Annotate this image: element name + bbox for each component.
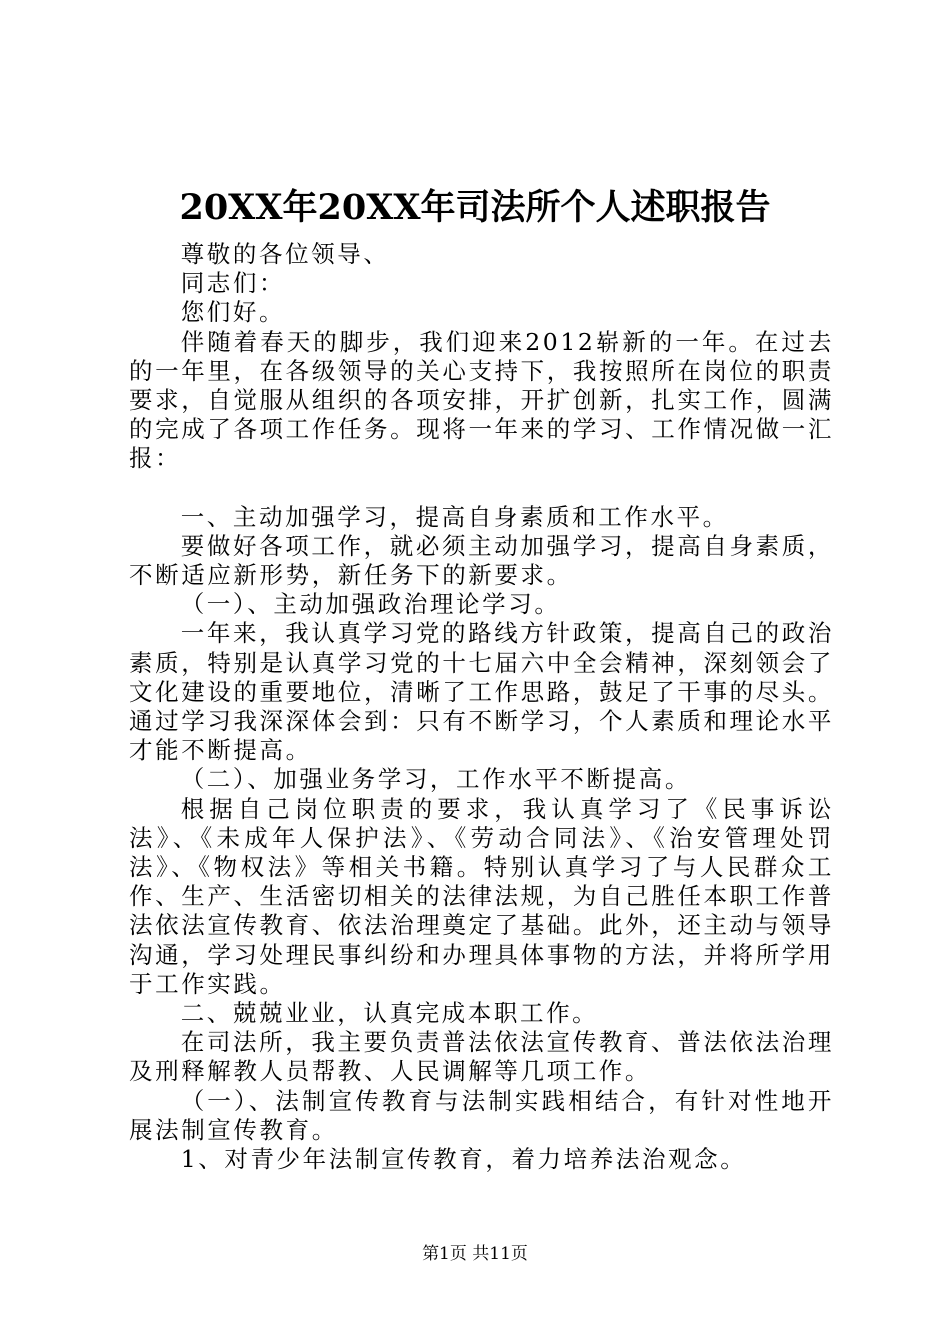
document-body <box>129 240 834 1174</box>
list-item: 1、对青少年法制宣传教育，着力培养法治观念。 <box>180 1145 747 1174</box>
intro-paragraph: 伴随着春天的脚步，我们迎来2012崭新的一年。在过去的一年里，在各级领导的关心支持下，我按照所在岗位的职责要求，自觉服从组织的各项安排，开扩创新，扎实工作，圆满的完成了各项工作任务。现将一年来的学习、工作情况做一汇报： <box>129 327 834 473</box>
greeting-line: 您们好。 <box>180 298 286 327</box>
subsection-heading: （一）、法制宣传教育与法制实践相结合，有针对性地开展法制宣传教育。 <box>129 1086 834 1144</box>
body-paragraph: 在司法所，我主要负责普法依法宣传教育、普法依法治理及刑释解教人员帮教、人民调解等几项工作。 <box>129 1028 834 1086</box>
document-title: 20XX年20XX年司法所个人述职报告 <box>179 187 771 228</box>
section-heading: 一、主动加强学习，提高自身素质和工作水平。 <box>180 502 729 531</box>
body-paragraph: 要做好各项工作，就必须主动加强学习，提高自身素质，不断适应新形势，新任务下的新要求。 <box>129 531 834 590</box>
salutation-line: 同志们： <box>180 269 286 298</box>
subsection-heading: （二）、加强业务学习，工作水平不断提高。 <box>180 765 691 794</box>
salutation-line: 尊敬的各位领导、 <box>180 240 390 268</box>
body-paragraph: 一年来，我认真学习党的路线方针政策，提高自己的政治素质，特别是认真学习党的十七届六中全会精神，深刻领会了文化建设的重要地位，清晰了工作思路，鼓足了干事的尽头。通过学习我深深体会到：只有不断学习，个人素质和理论水平才能不断提高。 <box>129 619 834 765</box>
section-heading: 二、兢兢业业，认真完成本职工作。 <box>180 999 599 1028</box>
paragraph-spacer <box>129 474 834 503</box>
body-paragraph: 根据自己岗位职责的要求，我认真学习了《民事诉讼法》、《未成年人保护法》、《劳动合同法》、《治安管理处罚法》、《物权法》等相关书籍。特别认真学习了与人民群众工作、生产、生活密切相关的法律法规，为自己胜任本职工作普法依法宣传教育、依法治理奠定了基础。此外，还主动与领导沟通，学习处理民事纠纷和办理具体事物的方法，并将所学用于工作实践。 <box>129 794 834 998</box>
subsection-heading: （一）、主动加强政治理论学习。 <box>180 590 561 619</box>
page-footer: 第1页 共11页 <box>422 1244 528 1264</box>
